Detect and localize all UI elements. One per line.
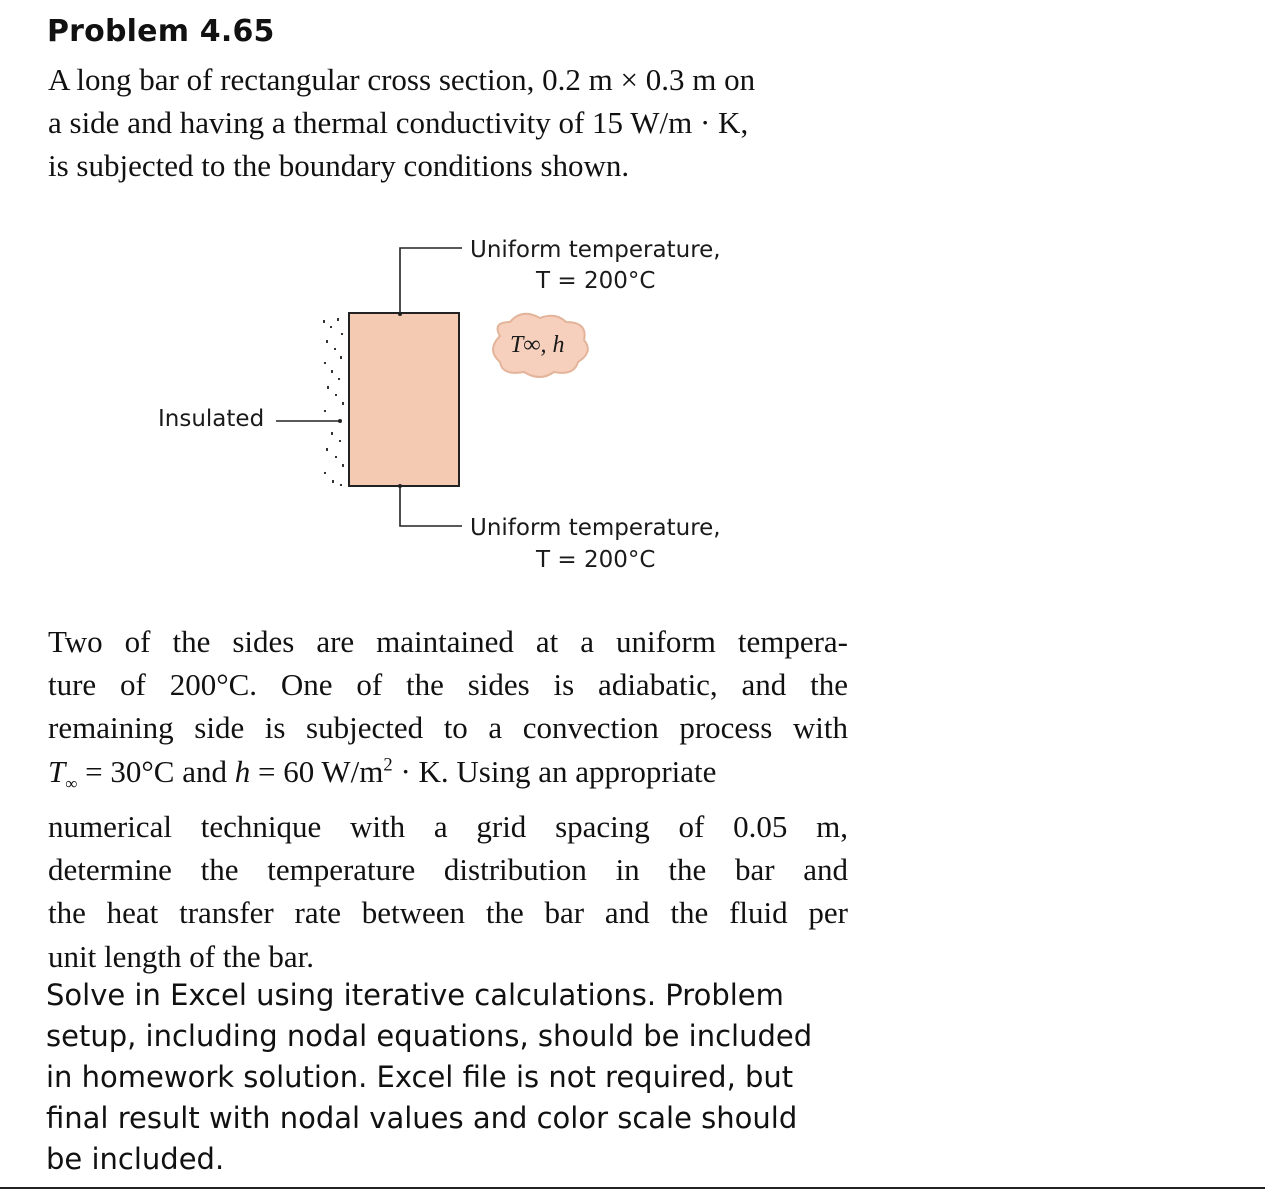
bottom-leader-line <box>400 486 462 526</box>
body-line: Two of the sides are maintained at a uniform tempera- <box>48 624 848 659</box>
body-line: determine the temperature distribution in the bar and <box>48 852 848 888</box>
bottom-label-line1: Uniform temperature, <box>470 515 721 541</box>
body-line: ture of 200°C. One of the sides is adiabatic, and the <box>48 667 848 703</box>
instructions-line: be included. <box>46 1142 225 1176</box>
homework-instructions <box>46 975 846 1180</box>
top-leader-line <box>400 248 462 314</box>
bar-cross-section <box>349 313 459 486</box>
intro-line: is subjected to the boundary conditions shown. <box>48 148 630 183</box>
body-line: unit length of the bar. <box>48 938 315 974</box>
bottom-divider <box>0 1187 1265 1189</box>
instructions-line: Solve in Excel using iterative calculations. Problem <box>46 978 784 1012</box>
problem-title: Problem 4.65 <box>47 14 275 49</box>
intro-line: A long bar of rectangular cross section, 0.2 m × 0.3 m on <box>48 62 756 97</box>
instructions-line: in homework solution. Excel file is not required, but <box>46 1060 794 1094</box>
intro-line: a side and having a thermal conductivity of 15 W/m · K, <box>48 105 749 140</box>
top-label-line2: T = 200°C <box>536 268 656 294</box>
top-label-line1: Uniform temperature, <box>470 237 721 263</box>
body-line: numerical technique with a grid spacing of 0.05 m, <box>48 809 848 844</box>
bottom-label-line2: T = 200°C <box>536 547 656 573</box>
body-line: the heat transfer rate between the bar and the fluid per <box>48 895 848 931</box>
body-line: $T_\infty = 30^\circ C$ and h = 60 $W/m^2 \cdot K$. Using an appropriate <box>48 753 717 793</box>
instructions-line: setup, including nodal equations, should be included <box>46 1019 813 1053</box>
instructions-line: final result with nodal values and color scale should <box>46 1101 798 1135</box>
insulated-label: Insulated <box>158 406 265 432</box>
problem-body <box>48 620 848 978</box>
insulation-hatching <box>323 318 344 486</box>
body-line: remaining side is subjected to a convection process with <box>48 710 848 746</box>
fluid-label: T∞, h <box>510 332 565 358</box>
